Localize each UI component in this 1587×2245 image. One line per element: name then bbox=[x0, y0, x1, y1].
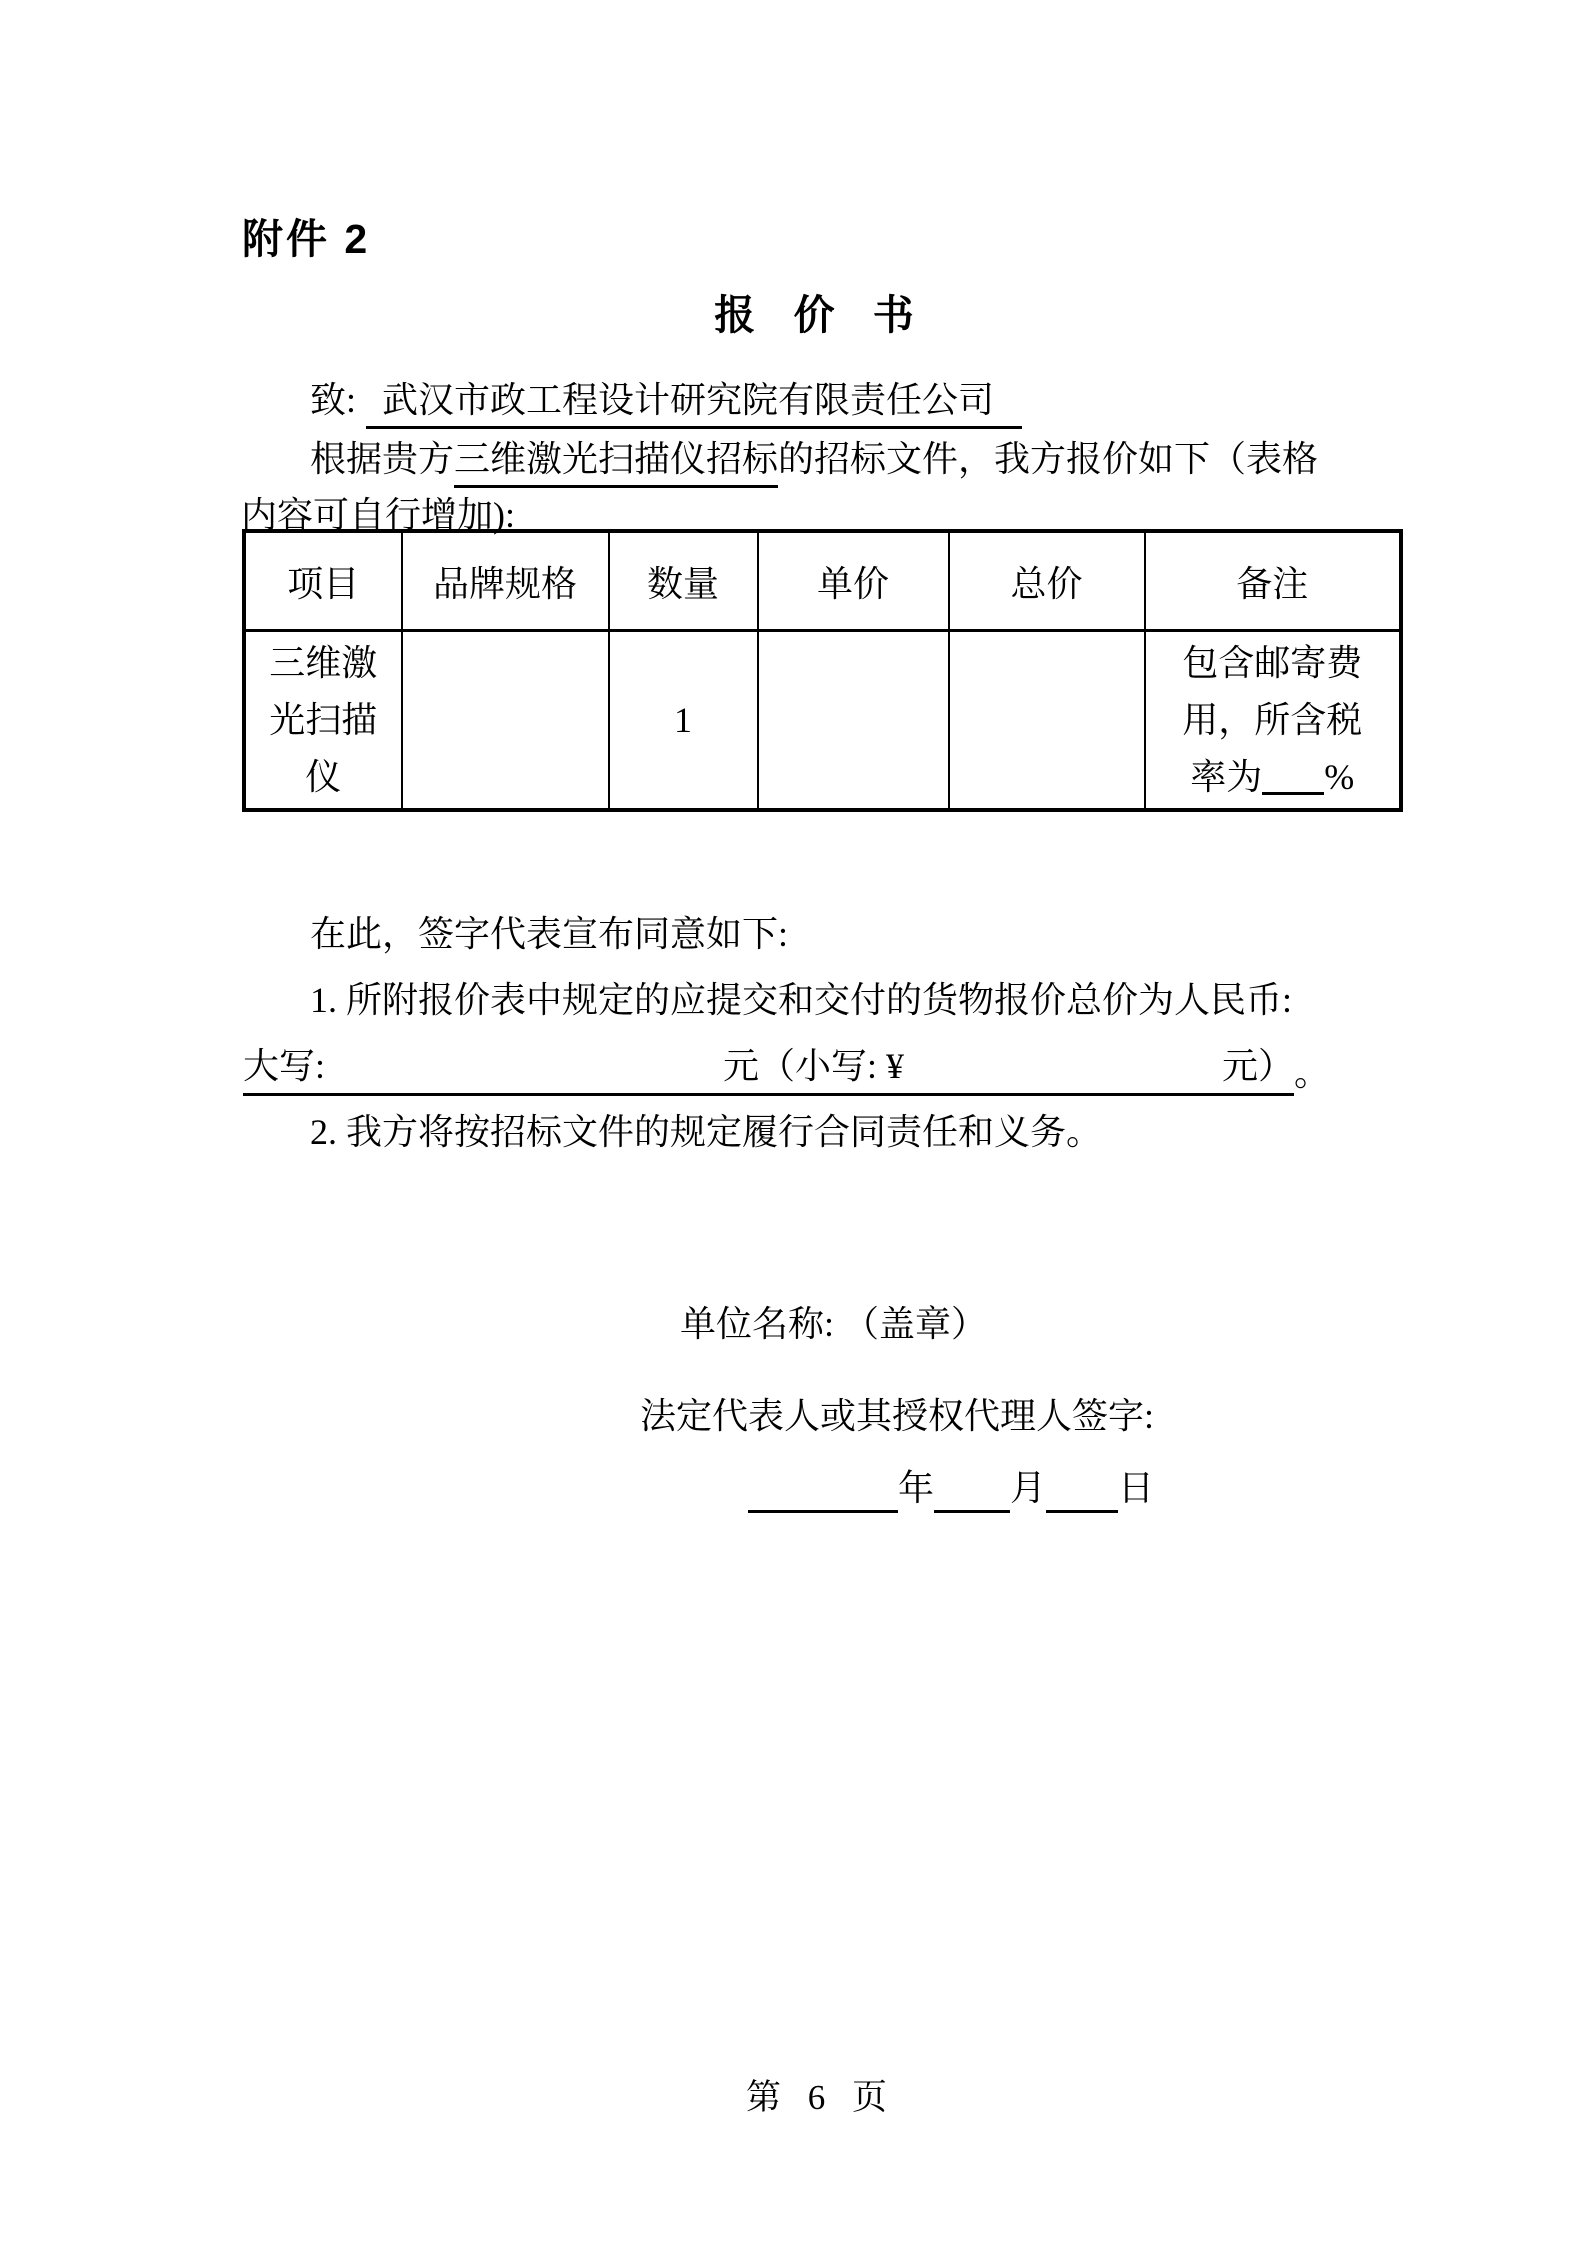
brand-spec-cell bbox=[402, 631, 609, 810]
amount-period: 。 bbox=[1294, 1053, 1331, 1093]
tax-rate-blank-line bbox=[1262, 792, 1324, 795]
remark-cell bbox=[1145, 631, 1401, 810]
month-blank-line bbox=[934, 1507, 1010, 1513]
header-unit-price: 单价 bbox=[758, 532, 949, 631]
intro-prefix: 根据贵方 bbox=[310, 439, 455, 479]
total-price-cell bbox=[949, 631, 1145, 810]
year-label: 年 bbox=[898, 1468, 935, 1508]
recipient-line bbox=[310, 372, 1022, 429]
item-text: 三维激光扫描仪 bbox=[269, 642, 378, 797]
amount-capital-label: 大写: bbox=[243, 1046, 326, 1086]
amount-mid-label: 元（小写: ¥ bbox=[723, 1046, 905, 1086]
amount-underlined-section bbox=[243, 1038, 1294, 1096]
header-total-price: 总价 bbox=[949, 532, 1145, 631]
page-title: 报 价 书 bbox=[714, 292, 928, 338]
intro-line-1 bbox=[310, 431, 1318, 488]
header-remark: 备注 bbox=[1145, 532, 1401, 631]
page-number-footer: 第 6 页 bbox=[745, 2078, 896, 2117]
attachment-label: 附件 2 bbox=[242, 216, 371, 262]
recipient-company: 武汉市政工程设计研究院有限责任公司 bbox=[366, 372, 1022, 429]
unit-price-cell bbox=[758, 631, 949, 810]
remark-unit: % bbox=[1324, 756, 1355, 797]
declaration-item-1: 1. 所附报价表中规定的应提交和交付的货物报价总价为人民币: bbox=[310, 980, 1293, 1020]
month-label: 月 bbox=[1010, 1468, 1047, 1508]
amount-tail-label: 元） bbox=[1222, 1046, 1295, 1086]
item-cell bbox=[245, 631, 402, 810]
recipient-label: 致: bbox=[310, 380, 357, 420]
quotation-table bbox=[243, 530, 1402, 811]
quantity-cell: 1 bbox=[609, 631, 758, 810]
year-blank-line bbox=[748, 1507, 898, 1513]
signature-company-line: 单位名称: （盖章） bbox=[680, 1304, 988, 1344]
header-item: 项目 bbox=[245, 532, 402, 631]
header-quantity: 数量 bbox=[609, 532, 758, 631]
table-header-row bbox=[245, 532, 1401, 631]
declaration-item-2: 2. 我方将按招标文件的规定履行合同责任和义务。 bbox=[310, 1112, 1103, 1152]
remark-content bbox=[1178, 635, 1366, 806]
intro-line-2: 内容可自行增加): bbox=[241, 495, 515, 535]
header-brand-spec: 品牌规格 bbox=[402, 532, 609, 631]
remark-text: 包含邮寄费用，所含税率为 bbox=[1182, 642, 1363, 797]
signature-date-line bbox=[748, 1460, 1154, 1511]
intro-suffix: 的招标文件，我方报价如下（表格 bbox=[778, 439, 1319, 479]
day-blank-line bbox=[1046, 1507, 1118, 1513]
declaration-lead: 在此，签字代表宣布同意如下: bbox=[310, 914, 789, 954]
day-label: 日 bbox=[1118, 1468, 1155, 1508]
amount-line bbox=[243, 1038, 1330, 1096]
table-row bbox=[245, 631, 1401, 810]
signature-legal-line: 法定代表人或其授权代理人签字: bbox=[640, 1396, 1155, 1436]
intro-subject-underlined: 三维激光扫描仪招标 bbox=[454, 431, 778, 488]
